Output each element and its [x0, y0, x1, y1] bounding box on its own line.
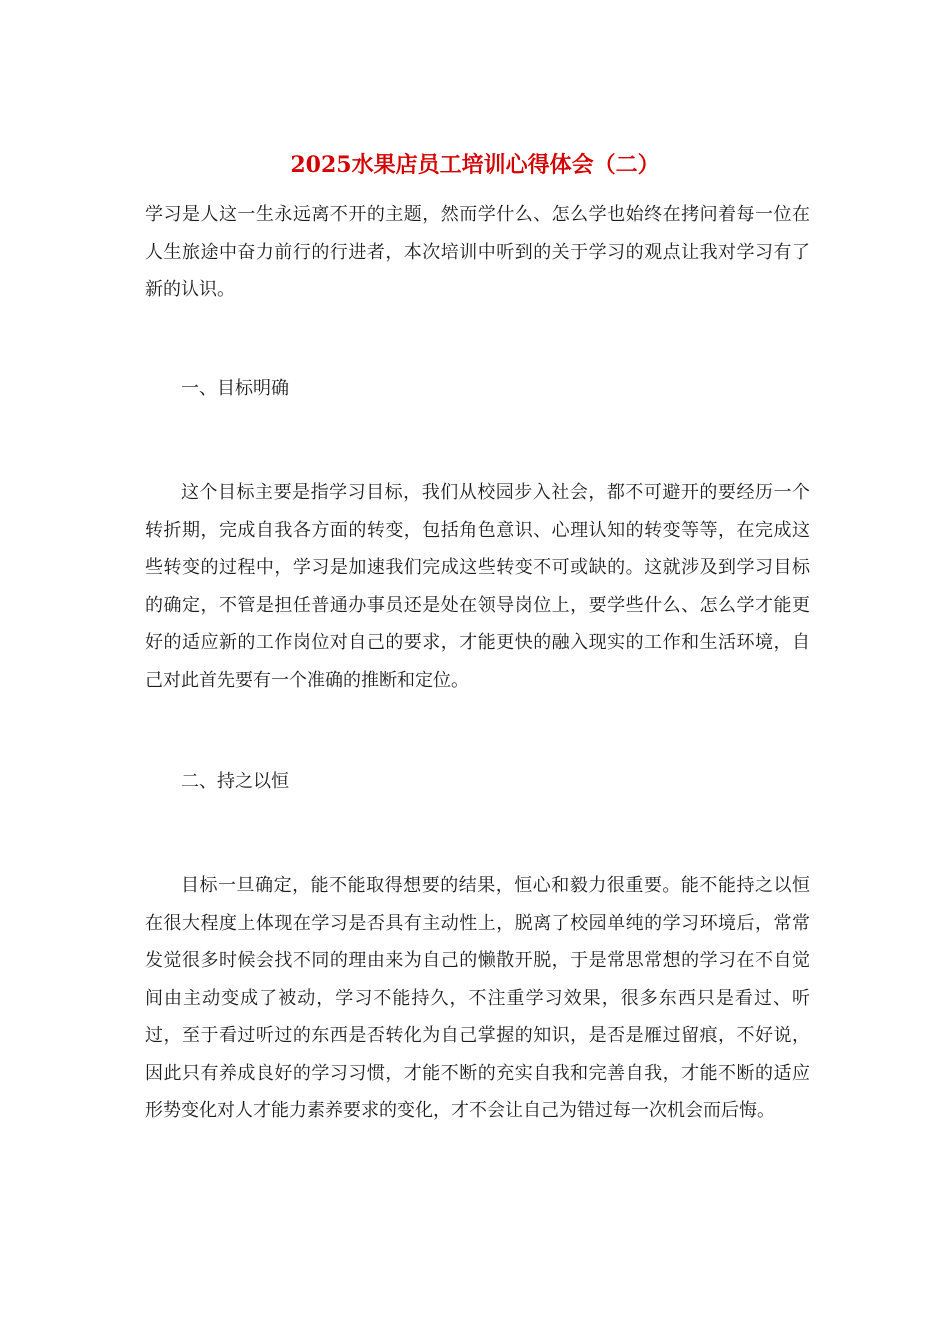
section-body-persistence: 目标一旦确定，能不能取得想要的结果，恒心和毅力很重要。能不能持之以恒在很大程度上体现在学习是否具有主动性上，脱离了校园单纯的学习环境后，常常发觉很多时候会找不同的理由来为自己的懒散开脱，于是常思常想的学习在不自觉间由主动变成了被动，学习不能持久，不注重学习效果，很多东西只是看过、听过，至于看过听过的东西是否转化为自己掌握的知识，是否是雁过留痕，不好说，因此只有养成良好的学习习惯，才能不断的充实自我和完善自我，才能不断的适应形势变化对人才能力素养要求的变化，才不会让自己为错过每一次机会而后悔。 [145, 875, 810, 1121]
document-title: 2025水果店员工培训心得体会（二） [290, 152, 660, 178]
section-heading-goal: 一、目标明确 [181, 378, 289, 399]
section-heading-persistence: 二、持之以恒 [181, 771, 289, 792]
section-body-goal: 这个目标主要是指学习目标，我们从校园步入社会，都不可避开的要经历一个转折期，完成自我各方面的转变，包括角色意识、心理认知的转变等等，在完成这些转变的过程中，学习是加速我们完成这些转变不可或缺的。这就涉及到学习目标的确定，不管是担任普通办事员还是处在领导岗位上，要学些什么、怎么学才能更好的适应新的工作岗位对自己的要求，才能更快的融入现实的工作和生活环境，自己对此首先要有一个准确的推断和定位。 [145, 482, 810, 691]
intro-paragraph: 学习是人这一生永远离不开的主题，然而学什么、怎么学也始终在拷问着每一位在人生旅途中奋力前行的行进者，本次培训中听到的关于学习的观点让我对学习有了新的认识。 [145, 204, 810, 300]
